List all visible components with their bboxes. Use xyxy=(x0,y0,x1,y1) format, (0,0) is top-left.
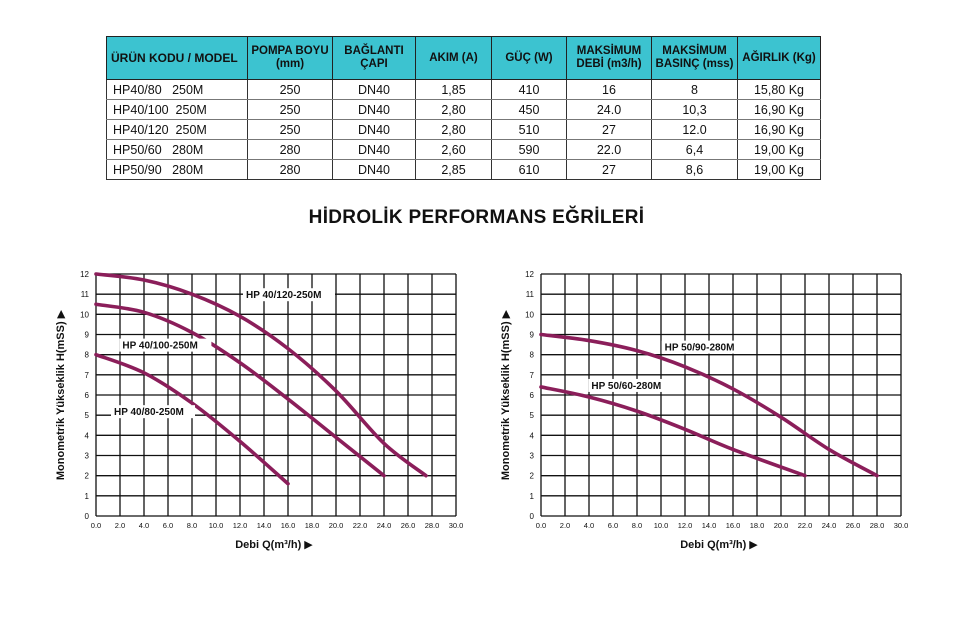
column-header-line: AKIM (A) xyxy=(429,51,478,64)
y-tick-label: 5 xyxy=(84,411,89,421)
x-tick-label: 28.0 xyxy=(424,521,440,530)
y-tick-label: 8 xyxy=(529,350,534,360)
spec-table xyxy=(106,36,821,180)
x-tick-label: 4.0 xyxy=(138,521,150,530)
series-line xyxy=(541,387,805,476)
x-tick-label: 10.0 xyxy=(208,521,224,530)
x-tick-label: 6.0 xyxy=(162,521,174,530)
x-tick-label: 22.0 xyxy=(352,521,368,530)
table-cell: 16,90 Kg xyxy=(738,120,821,140)
y-axis-label: Monometrik Yükseklik H(mSS) ▶ xyxy=(55,309,67,481)
x-tick-label: 2.0 xyxy=(559,521,571,530)
table-cell: 8,6 xyxy=(652,160,738,180)
column-header-line: BAĞLANTI xyxy=(344,45,404,57)
x-tick-label: 14.0 xyxy=(701,521,717,530)
y-tick-label: 1 xyxy=(84,491,89,501)
column-header-line: ÜRÜN KODU / MODEL xyxy=(111,50,238,65)
table-cell: 24.0 xyxy=(567,100,652,120)
x-tick-label: 12.0 xyxy=(677,521,693,530)
x-tick-label: 12.0 xyxy=(232,521,248,530)
x-tick-label: 14.0 xyxy=(256,521,272,530)
table-cell: 450 xyxy=(492,100,567,120)
y-tick-label: 12 xyxy=(525,270,534,279)
column-header xyxy=(248,37,333,80)
table-cell: DN40 xyxy=(333,100,416,120)
table-row xyxy=(107,120,821,140)
x-tick-label: 16.0 xyxy=(725,521,741,530)
x-tick-label: 8.0 xyxy=(631,521,643,530)
table-cell: 280 xyxy=(248,160,333,180)
x-tick-label: 4.0 xyxy=(583,521,595,530)
x-tick-label: 2.0 xyxy=(114,521,126,530)
table-cell: HP40/120 250M xyxy=(107,120,248,140)
table-cell: HP50/60 280M xyxy=(107,140,248,160)
x-tick-label: 24.0 xyxy=(376,521,392,530)
table-cell: HP40/80 250M xyxy=(107,80,248,100)
table-cell: 510 xyxy=(492,120,567,140)
series-label: HP 50/60-280M xyxy=(591,380,662,392)
table-cell: 27 xyxy=(567,160,652,180)
y-tick-label: 5 xyxy=(529,411,534,421)
column-header-line: MAKSİMUM xyxy=(662,45,727,57)
x-tick-label: 0.0 xyxy=(90,521,102,530)
table-cell: DN40 xyxy=(333,160,416,180)
x-axis-label: Debi Q(m³/h) ▶ xyxy=(680,539,758,551)
table-cell: DN40 xyxy=(333,80,416,100)
table-cell: 250 xyxy=(248,80,333,100)
x-tick-label: 26.0 xyxy=(400,521,416,530)
table-cell: HP40/100 250M xyxy=(107,100,248,120)
column-header-line: POMPA BOYU xyxy=(251,45,329,57)
table-row xyxy=(107,140,821,160)
x-tick-label: 26.0 xyxy=(845,521,861,530)
y-tick-label: 7 xyxy=(84,370,89,380)
table-cell: HP50/90 280M xyxy=(107,160,248,180)
y-tick-label: 3 xyxy=(529,451,534,461)
y-tick-label: 0 xyxy=(84,512,89,521)
y-tick-label: 8 xyxy=(84,350,89,360)
x-tick-label: 24.0 xyxy=(821,521,837,530)
table-cell: 1,85 xyxy=(416,80,492,100)
x-tick-label: 20.0 xyxy=(773,521,789,530)
x-tick-label: 16.0 xyxy=(280,521,296,530)
column-header-line: ÇAPI xyxy=(360,58,388,70)
y-tick-label: 1 xyxy=(529,491,534,501)
series-label: HP 40/80-250M xyxy=(114,407,184,419)
y-tick-label: 12 xyxy=(80,270,89,279)
performance-chart-hp50 xyxy=(495,262,925,562)
table-row xyxy=(107,100,821,120)
x-tick-label: 28.0 xyxy=(869,521,885,530)
column-header xyxy=(652,37,738,80)
column-header xyxy=(567,37,652,80)
table-cell: 16,90 Kg xyxy=(738,100,821,120)
table-cell: 250 xyxy=(248,120,333,140)
y-tick-label: 2 xyxy=(84,471,89,481)
table-cell: 19,00 Kg xyxy=(738,160,821,180)
column-header xyxy=(738,37,821,80)
table-cell: 27 xyxy=(567,120,652,140)
x-axis-label: Debi Q(m³/h) ▶ xyxy=(235,539,313,551)
table-cell: 280 xyxy=(248,140,333,160)
table-cell: DN40 xyxy=(333,140,416,160)
x-tick-label: 22.0 xyxy=(797,521,813,530)
table-cell: 10,3 xyxy=(652,100,738,120)
x-tick-label: 10.0 xyxy=(653,521,669,530)
column-header xyxy=(492,37,567,80)
column-header-line: MAKSİMUM xyxy=(576,45,642,57)
y-tick-label: 11 xyxy=(525,290,534,300)
table-cell: 12.0 xyxy=(652,120,738,140)
column-header-line: DEBİ (m3/h) xyxy=(576,58,642,70)
performance-chart-hp40 xyxy=(50,262,480,562)
spec-table-body xyxy=(107,80,821,180)
table-cell: 610 xyxy=(492,160,567,180)
y-axis-label: Monometrik Yükseklik H(mSS) ▶ xyxy=(500,309,512,481)
table-cell: 410 xyxy=(492,80,567,100)
column-header-line: AĞIRLIK (Kg) xyxy=(742,51,816,64)
table-cell: DN40 xyxy=(333,120,416,140)
y-tick-label: 4 xyxy=(84,431,89,441)
column-header xyxy=(107,37,248,80)
column-header-line: BASINÇ (mss) xyxy=(655,58,734,70)
y-tick-label: 7 xyxy=(529,370,534,380)
y-tick-label: 9 xyxy=(529,330,534,340)
y-tick-label: 3 xyxy=(84,451,89,461)
y-tick-label: 9 xyxy=(84,330,89,340)
x-tick-label: 8.0 xyxy=(186,521,198,530)
table-row xyxy=(107,160,821,180)
table-cell: 16 xyxy=(567,80,652,100)
y-tick-label: 6 xyxy=(84,391,89,400)
y-tick-label: 6 xyxy=(529,391,534,400)
y-tick-label: 2 xyxy=(529,471,534,481)
x-tick-label: 18.0 xyxy=(304,521,320,530)
table-cell: 22.0 xyxy=(567,140,652,160)
y-tick-label: 4 xyxy=(529,431,534,441)
series-label: HP 40/100-250M xyxy=(122,340,198,352)
table-cell: 8 xyxy=(652,80,738,100)
section-title: HİDROLİK PERFORMANS EĞRİLERİ xyxy=(308,207,645,228)
table-cell: 2,80 xyxy=(416,100,492,120)
column-header xyxy=(333,37,416,80)
table-row xyxy=(107,80,821,100)
column-header xyxy=(416,37,492,80)
column-header-line: GÜÇ (W) xyxy=(505,51,553,64)
y-tick-label: 10 xyxy=(525,310,534,320)
y-tick-label: 10 xyxy=(80,310,89,320)
series-label: HP 40/120-250M xyxy=(246,290,322,302)
table-cell: 6,4 xyxy=(652,140,738,160)
x-tick-label: 20.0 xyxy=(328,521,344,530)
column-header-line: (mm) xyxy=(275,58,305,70)
y-tick-label: 0 xyxy=(529,512,534,521)
x-tick-label: 6.0 xyxy=(607,521,619,530)
table-cell: 15,80 Kg xyxy=(738,80,821,100)
spec-table-header xyxy=(107,37,821,80)
x-tick-label: 30.0 xyxy=(448,521,464,530)
x-tick-label: 18.0 xyxy=(749,521,765,530)
x-tick-label: 30.0 xyxy=(893,521,909,530)
table-cell: 590 xyxy=(492,140,567,160)
table-cell: 250 xyxy=(248,100,333,120)
y-tick-label: 11 xyxy=(80,290,89,300)
table-cell: 2,80 xyxy=(416,120,492,140)
table-cell: 19,00 Kg xyxy=(738,140,821,160)
table-cell: 2,85 xyxy=(416,160,492,180)
series-label: HP 50/90-280M xyxy=(664,342,735,354)
x-tick-label: 0.0 xyxy=(535,521,547,530)
table-cell: 2,60 xyxy=(416,140,492,160)
